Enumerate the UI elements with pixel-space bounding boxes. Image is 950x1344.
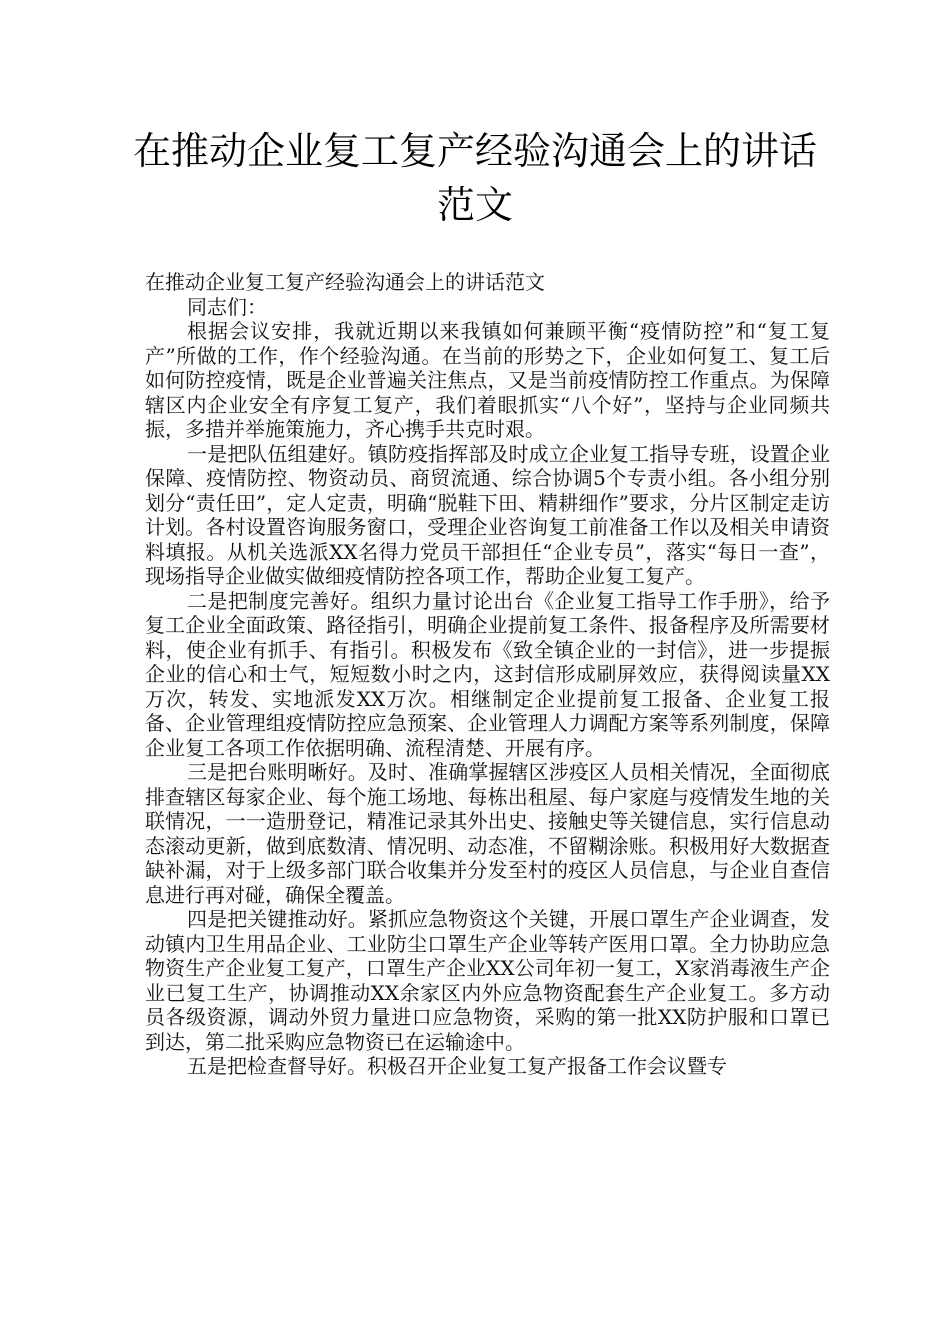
paragraph-inspection: 五是把检查督导好。积极召开企业复工复产报备工作会议暨专 (187, 1054, 727, 1078)
paragraph-system: 二是把制度完善好。组织力量讨论出台《企业复工指导工作手册》，给予复工企业全面政策、路径指引，明确企业提前复工条件、报备程序及所需要材料，使企业有抓手、有指引。积极发布《致全镇企业的一封信》，进一步提振企业的信心和士气，短短数小时之内，这封信形成刷屏效应，获得阅读量XX万次，转发、实地派发XX万次。相继制定企业提前复工报备、企业复工报备、企业管理组疫情防控应急预案、企业管理人力调配方案等系列制度，保障企业复工各项工作依据明确、流程清楚、开展有序。 (145, 588, 830, 760)
paragraph-team: 一是把队伍组建好。镇防疫指挥部及时成立企业复工指导专班，设置企业保障、疫情防控、物资动员、商贸流通、综合协调5个专责小组。各小组分别划分“责任田”，定人定责，明确“脱鞋下田、精耕细作”要求，分片区制定走访计划。各村设置咨询服务窗口，受理企业咨询复工前准备工作以及相关申请资料填报。从机关选派XX名得力党员干部担任“企业专员”，落实“每日一查”，现场指导企业做实做细疫情防控各项工作，帮助企业复工复产。 (145, 441, 830, 588)
paragraph-intro: 根据会议安排，我就近期以来我镇如何兼顾平衡“疫情防控”和“复工复产”所做的工作，作个经验沟通。在当前的形势之下，企业如何复工、复工后如何防控疫情，既是企业普遍关注焦点，又是当前疫情防控工作重点。为保障辖区内企业安全有序复工复产，我们着眼抓实“八个好”，坚持与企业同频共振，多措并举施策施力，齐心携手共克时艰。 (145, 319, 830, 441)
salutation: 同志们： (187, 294, 267, 319)
paragraph-ledger: 三是把台账明晰好。及时、准确掌握辖区涉疫区人员相关情况，全面彻底排查辖区每家企业、每个施工场地、每栋出租屋、每户家庭与疫情发生地的关联情况，一一造册登记，精准记录其外出史、接触史等关键信息，实行信息动态滚动更新，做到底数清、情况明、动态准，不留糊涂账。积极用好大数据查缺补漏，对于上级多部门联合收集并分发至村的疫区人员信息，与企业自查信息进行再对碰，确保全覆盖。 (145, 760, 830, 907)
document-title: 在推动企业复工复产经验沟通会上的讲话范文 (132, 129, 817, 227)
document-body (145, 270, 830, 1079)
document-subtitle: 在推动企业复工复产经验沟通会上的讲话范文 (145, 270, 545, 294)
paragraph-key: 四是把关键推动好。紧抓应急物资这个关键，开展口罩生产企业调查，发动镇内卫生用品企业、工业防尘口罩生产企业等转产医用口罩。全力协助应急物资生产企业复工复产，口罩生产企业XX公司年初一复工，X家消毒液生产企业已复工生产，协调推动XX余家区内外应急物资配套生产企业复工。多方动员各级资源，调动外贸力量进口应急物资，采购的第一批XX防护服和口罩已到达，第二批采购应急物资已在运输途中。 (145, 907, 830, 1054)
